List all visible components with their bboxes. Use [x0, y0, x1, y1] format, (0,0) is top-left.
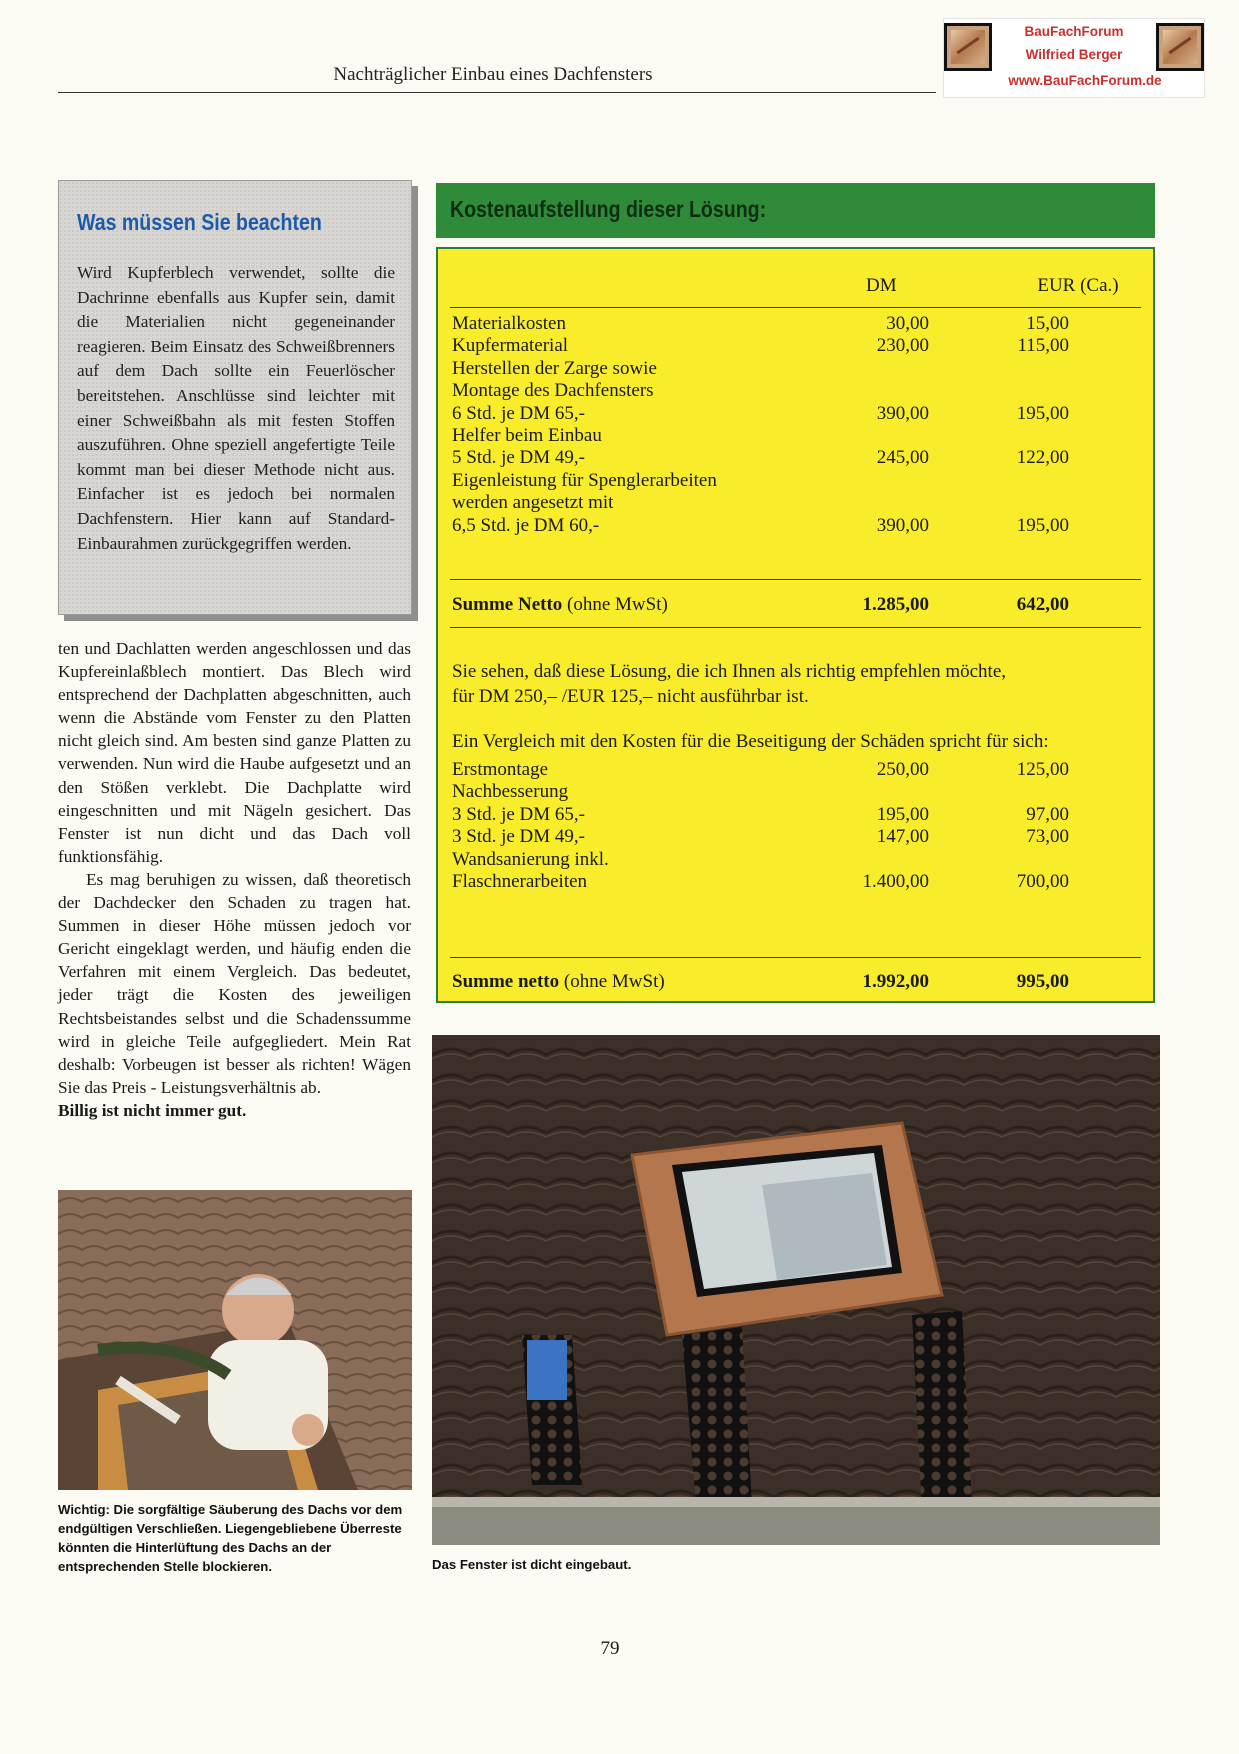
cost-cell-lbl: 5 Std. je DM 49,-	[452, 447, 585, 469]
sum-2-eur: 995,00	[1016, 971, 1069, 992]
cost-cell-dm: 390,00	[876, 402, 929, 424]
body-paragraph-2	[58, 868, 411, 1122]
compare-row	[452, 869, 1139, 894]
header-rule	[450, 307, 1141, 308]
cost-cell-eur: 15,00	[1026, 313, 1069, 334]
info-box-title: Was müssen Sie beachten	[77, 209, 322, 235]
cost-row	[452, 333, 1139, 358]
roof-cleaning-photo	[58, 1190, 412, 1490]
compare-cell-lbl: Flaschnerarbeiten	[452, 871, 588, 892]
note-1-line-2: für DM 250,– /EUR 125,– nicht ausführbar ist.	[452, 686, 809, 707]
running-title: Nachträglicher Einbau eines Dachfensters	[333, 64, 653, 85]
compare-cell-lbl: 3 Std. je DM 49,-	[452, 826, 585, 848]
cost-cell-eur: 195,00	[1016, 402, 1069, 424]
sum-1-label-rest: (ohne MwSt)	[562, 594, 668, 615]
cost-row	[452, 378, 1139, 403]
sum-2-label-rest: (ohne MwSt)	[559, 971, 665, 992]
sum-row-2	[452, 969, 1139, 994]
cost-table	[436, 247, 1155, 1003]
compare-cell-eur: 73,00	[1026, 826, 1069, 848]
compare-cell-lbl: Erstmontage	[452, 759, 549, 780]
cost-row	[452, 468, 1139, 493]
sum-2-dm: 1.992,00	[862, 971, 929, 992]
note-1-line-1: Sie sehen, daß diese Lösung, die ich Ihnen als richtig empfehlen möchte,	[452, 661, 1007, 682]
compare-row	[452, 847, 1139, 872]
body-conclusion: Billig ist nicht immer gut.	[58, 1100, 247, 1120]
compare-cell-eur: 97,00	[1026, 803, 1069, 825]
cost-row	[452, 445, 1139, 470]
logo-url[interactable]: www.BauFachForum.de	[1008, 73, 1162, 88]
sum-2-rule-top	[450, 957, 1141, 958]
sum-1-eur: 642,00	[1016, 594, 1069, 615]
cost-cell-dm: 230,00	[876, 335, 929, 357]
cost-row	[452, 513, 1139, 538]
cost-table-header	[436, 183, 1155, 238]
cost-cell-eur: 195,00	[1016, 514, 1069, 536]
cost-cell-lbl: Eigenleistung für Spenglerarbeiten	[452, 469, 717, 491]
compare-row	[452, 824, 1139, 849]
page-number: 79	[600, 1638, 620, 1659]
logo-picture-left	[944, 23, 992, 71]
compare-cell-lbl: Wandsanierung inkl.	[452, 848, 609, 870]
compare-cell-dm: 1.400,00	[862, 871, 929, 892]
column-header-eur: EUR (Ca.)	[1037, 275, 1119, 296]
cost-row	[452, 423, 1139, 448]
compare-row	[452, 757, 1139, 782]
cost-cell-dm: 30,00	[886, 313, 929, 334]
logo-line-2: Wilfried Berger	[1025, 47, 1123, 62]
body-paragraph-2-text: Es mag beruhigen zu wissen, daß theoretisch der Dachdecker den Schaden zu tragen hat. Summen in dieser Höhe müssen jedoch vor Gericht eingeklagt werden, und häufig enden die Verfahren mit einem Vergleich. Das bedeutet, jeder trägt die Kosten des jeweiligen Rechtsbeistandes selbst und die Schadenssumme wird in gleiche Teile aufgegliedert. Mein Rat deshalb: Vorbeugen ist besser als richten! Wägen Sie das Preis - Leistungsverhältnis ab.	[58, 869, 411, 1097]
column-header-dm: DM	[866, 275, 897, 296]
cost-row	[452, 356, 1139, 381]
cost-cell-lbl: Montage des Dachfensters	[452, 380, 654, 402]
compare-row	[452, 779, 1139, 804]
cost-cell-lbl: 6,5 Std. je DM 60,-	[452, 514, 600, 536]
cost-cell-dm: 245,00	[876, 447, 929, 469]
cost-cell-lbl: werden angesetzt mit	[452, 492, 614, 514]
info-box-text: Wird Kupferblech verwendet, sollte die Dachrinne ebenfalls aus Kupfer sein, damit die Materialien nicht gegeneinander reagieren. Beim Einsatz des Schweißbrenners auf dem Dach sollte ein Feuerlöscher bereitstehen. Anschlüsse sind leichter mit einer Schweißbahn als mit festen Stoffen auszuführen. Ohne speziell angefertigte Teile kommt man bei dieser Methode nicht aus. Einfacher ist es jedoch bei normalen Dachfenstern. Hier kann auf Standard-Einbaurahmen zurückgegriffen werden.	[77, 263, 395, 553]
cost-cell-lbl: 6 Std. je DM 65,-	[452, 402, 585, 424]
cost-cell-lbl: Materialkosten	[452, 313, 566, 334]
compare-cell-dm: 250,00	[876, 759, 929, 780]
info-box	[58, 180, 412, 615]
body-paragraph-1: ten und Dachlatten werden angeschlossen und das Kupfereinlaßblech montiert. Das Blech wird entsprechend der Dachplatten abgeschnitten, auch wenn die Abstände vom Fenster zu den Platten nicht gleich sind. Am besten sind ganze Platten zu verwenden. Nun wird die Haube aufgesetzt und an den Stößen verklebt. Die Dachplatte wird eingeschnitten und mit Nägeln gesichert. Das Fenster ist nun dicht und das Dach voll funktionsfähig.	[58, 639, 411, 866]
sum-rule-bottom	[450, 627, 1141, 628]
cost-row	[452, 311, 1139, 336]
cost-row	[452, 401, 1139, 426]
sum-1-label: Summe Netto	[452, 594, 563, 615]
roof-window-illustration	[432, 1035, 1160, 1545]
cost-cell-dm: 390,00	[876, 514, 929, 536]
body-text	[58, 637, 411, 1122]
compare-row	[452, 802, 1139, 827]
sum-1-dm: 1.285,00	[862, 594, 929, 615]
compare-cell-lbl: 3 Std. je DM 65,-	[452, 803, 585, 825]
cost-cell-lbl: Kupfermaterial	[452, 335, 569, 357]
note-2: Ein Vergleich mit den Kosten für die Beseitigung der Schäden spricht für sich:	[452, 731, 1049, 752]
compare-cell-eur: 700,00	[1016, 871, 1069, 892]
logo-picture-right	[1156, 23, 1204, 71]
cost-cell-eur: 115,00	[1017, 335, 1069, 357]
sum-2-label: Summe netto	[452, 971, 560, 992]
roof-window-photo	[432, 1035, 1160, 1545]
compare-cell-eur: 125,00	[1016, 759, 1069, 780]
sum-row-1	[452, 592, 1139, 617]
compare-cell-dm: 147,00	[876, 826, 929, 848]
caption-cleaning-photo: Wichtig: Die sorgfältige Säuberung des Dachs vor dem endgültigen Verschließen. Liegengebliebene Überreste könnten die Hinterlüftung des Dachs an der entsprechenden Stelle blockieren.	[58, 1502, 403, 1574]
cost-cell-eur: 122,00	[1016, 447, 1069, 469]
bauforum-logo[interactable]	[943, 18, 1205, 98]
roof-cleaning-illustration	[58, 1190, 412, 1490]
compare-cell-lbl: Nachbesserung	[452, 781, 569, 803]
cost-cell-lbl: Herstellen der Zarge sowie	[452, 357, 657, 379]
header-rule	[58, 92, 936, 93]
cost-table-title: Kostenaufstellung dieser Lösung:	[450, 196, 767, 222]
caption-window-photo: Das Fenster ist dicht eingebaut.	[432, 1557, 632, 1572]
sum-rule-top	[450, 579, 1141, 580]
cost-row	[452, 490, 1139, 515]
logo-line-1: BauFachForum	[1024, 24, 1124, 39]
compare-cell-dm: 195,00	[876, 803, 929, 825]
cost-cell-lbl: Helfer beim Einbau	[452, 425, 602, 446]
